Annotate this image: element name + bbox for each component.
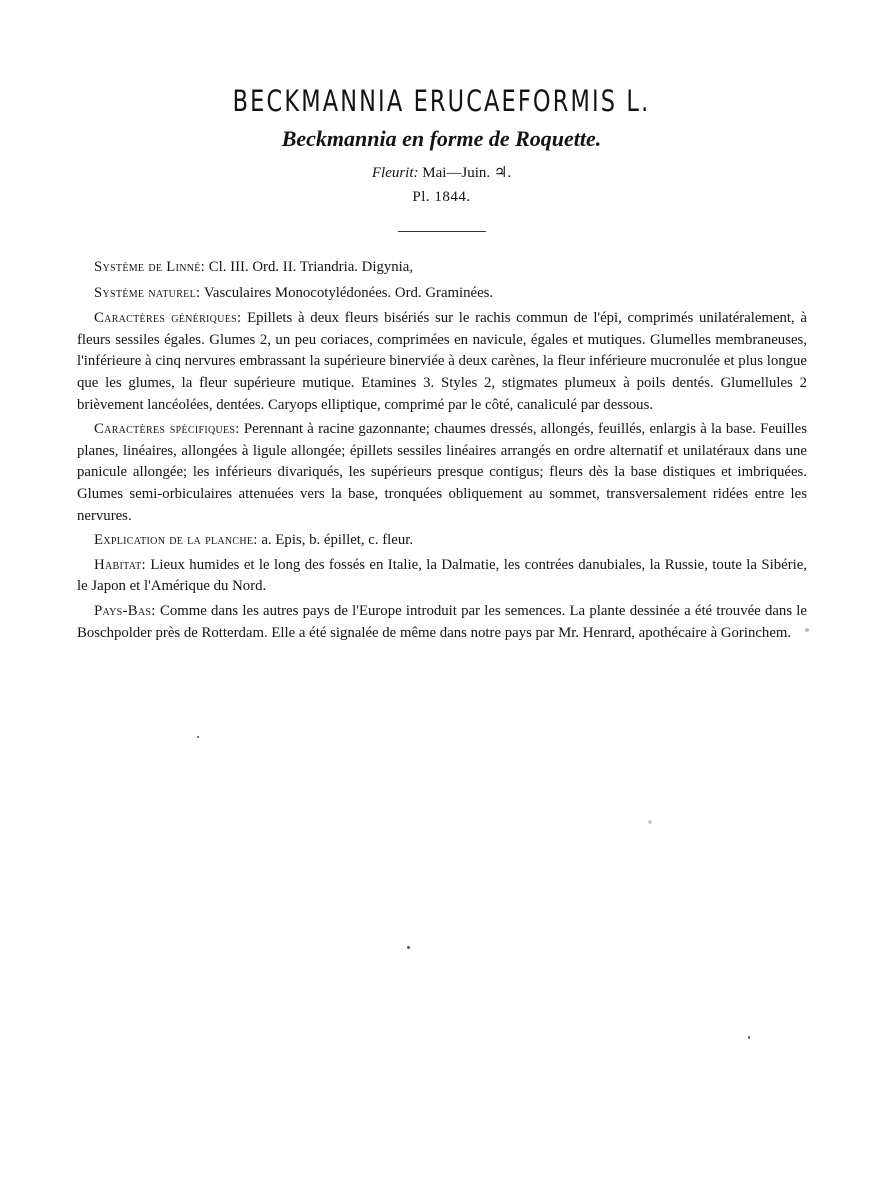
section-label: Système de Linné: [94,259,206,275]
section-label: Caractères spécifiques: [94,421,240,438]
scan-speck [407,946,410,949]
flowering-value: Mai—Juin. ♃. [422,165,512,181]
section-text: Comme dans les autres pays de l'Europe introduit par les semences. La plante dessinée a été trouvée dans le Boschpolder près de Rotterdam. Elle a été signalée de même dans notre pays par Mr. Henrard, apothécaire à Gorinchem. [77,602,807,641]
description-body [77,257,807,647]
section-caracteres-specifiques [77,419,807,527]
section-linne [77,257,807,279]
section-label: Caractères génériques: [94,310,242,327]
section-systeme-naturel [77,283,807,305]
section-label: Système naturel: [94,284,201,301]
scan-speck [648,820,652,824]
page-subtitle: Beckmannia en forme de Roquette. [281,126,602,151]
flowering-period [0,163,883,182]
section-text: Vasculaires Monocotylédonées. Ord. Graminées. [203,284,494,301]
scan-speck [197,736,199,738]
section-label: Explication de la planche: [94,532,258,549]
flowering-label: Fleurit: [371,165,419,181]
section-caracteres-generiques [77,308,807,416]
section-text: Lieux humides et le long des fossés en Italie, la Dalmatie, les contrées danubiales, la Russie, toute la Sibérie, le Japon et l'Amérique du Nord. [77,556,808,595]
section-text: a. Epis, b. épillet, c. fleur. [261,532,414,549]
title-divider [398,231,486,232]
section-label: Habitat: [94,556,146,573]
section-explication [77,530,807,552]
section-pays-bas [77,601,807,644]
scan-speck [805,628,809,632]
section-habitat [77,555,807,598]
section-text: Epillets à deux fleurs bisériés sur le rachis commun de l'épi, comprimés unilatéralement, à fleurs sessiles égales. Glumes 2, un peu coriaces, comprimées en navicule, égales et mutiques. Glumelles membraneuses, l'inférieure à cinq nervures embrassant la supérieure binerviée à deux carènes, la fleur inférieure mucronulée et plus longue que les glumes, la fleur supérieure mutique. Etamines 3. Styles 2, stigmates plumeux à poils dentés. Glumellules 2 brièvement lancéolées, dentées. Caryops elliptique, comprimé par le côté, canaliculé par dessous. [77,310,807,413]
section-label: Pays-Bas: [94,602,156,619]
scan-speck [748,1036,750,1039]
page-title: BECKMANNIA ERUCAEFORMIS L. [232,84,651,118]
plate-number: Pl. 1844. [412,189,471,205]
section-text: Perennant à racine gazonnante; chaumes dressés, allongés, feuillés, enlargis à la base. Feuilles planes, linéaires, allongées à ligule allongée; épillets sessiles linéaires arrangés en ordre alternatif et unilatéraux dans une panicule allongée; les inférieurs divariqués, les supérieurs presque contigus; fleurs dès la base distiques et imbriquées. Glumes semi-orbiculaires attenuées vers la base, tronquées obliquement au sommet, transversalement ridées entre les nervures. [77,421,807,524]
section-text: Cl. III. Ord. II. Triandria. Digynia, [208,259,414,275]
